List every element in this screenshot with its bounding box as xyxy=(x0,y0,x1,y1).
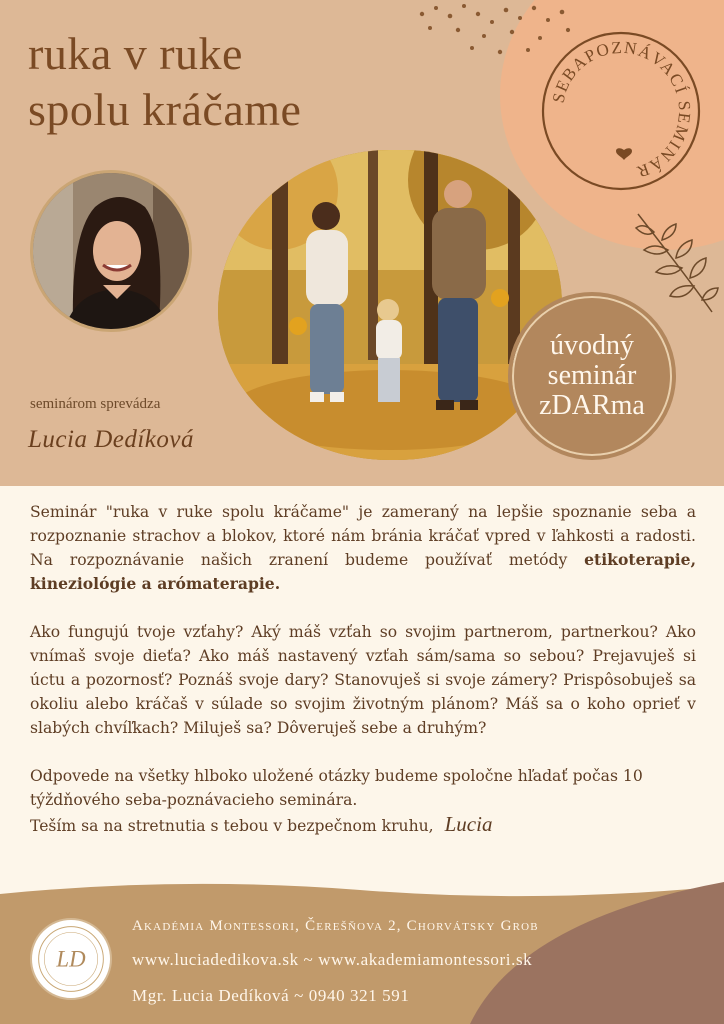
footer-websites[interactable]: www.luciadedikova.sk ~ www.akademiamontessori.sk xyxy=(132,950,533,969)
circle-badge-text: SEBAPOZNÁVACÍ SEMINÁR xyxy=(548,37,695,182)
questions-paragraph: Ako fungujú tvoje vzťahy? Aký máš vzťah so svojim partnerom, partnerkou? Ako vnímaš svoje dieťa? Ako máš nastavený vzťah sám/sama so sebou? Prejavuješ si úctu a pozornosť? Poznáš svoje dary? Stanovuješ si svoje zámery? Prispôsobuješ sa okoliu alebo kráčaš v súlade so svojim životným plánom? Máš sa o koho oprieť v slabých chvíľkach? Miluješ sa? Dôveruješ sebe a druhým? xyxy=(30,623,696,737)
footer-contact: Mgr. Lucia Dedíková ~ 0940 321 591 xyxy=(132,986,410,1005)
leaf-branch-decoration xyxy=(628,208,720,318)
intro-text: Seminár "ruka v ruke spolu kráčame" je zameraný na lepšie spoznanie seba a rozpoznanie strachov a blokov, ktoré nám bránia kráčať vpred v ľahkosti a radosti. Na rozpoznávanie našich zranení budeme používať metódy xyxy=(30,503,696,569)
closing-paragraph xyxy=(30,764,696,838)
closing-line: Teším sa na stretnutia s tebou v bezpečnom kruhu, xyxy=(30,817,434,835)
page-title xyxy=(28,26,301,138)
seminar-circle-badge xyxy=(536,26,706,196)
methods-highlight: etikoterapie, kineziológie a arómaterapie xyxy=(30,550,696,593)
guide-name: Lucia Dedíková xyxy=(28,426,194,453)
free-seminar-badge xyxy=(512,296,672,456)
description-text xyxy=(30,500,696,838)
logo-initials: LD xyxy=(56,946,86,972)
footer-address: Akadémia Montessori, Čerešňova 2, Chorvátsky Grob xyxy=(132,918,539,934)
free-badge-line-3: zDARma xyxy=(539,390,645,421)
intro-end: . xyxy=(274,574,281,593)
logo-badge xyxy=(30,918,112,1000)
title-line-2: spolu kráčame xyxy=(28,84,302,135)
header-section xyxy=(0,0,724,486)
title-line-1: ruka v ruke xyxy=(28,28,243,79)
svg-text:SEBAPOZNÁVACÍ SEMINÁR xyxy=(549,38,695,182)
heart-icon xyxy=(616,148,632,160)
guide-portrait-photo xyxy=(30,170,192,332)
family-walking-photo xyxy=(218,150,562,460)
free-badge-line-2: seminár xyxy=(547,360,637,391)
guide-label: seminárom sprevádza xyxy=(30,396,161,412)
signature: Lucia xyxy=(444,812,493,836)
answers-text: Odpovede na všetky hlboko uložené otázky budeme spoločne hľadať počas 10 týždňového seba-poznávacieho seminára. xyxy=(30,767,643,809)
free-badge-line-1: úvodný xyxy=(550,330,634,361)
intro-paragraph xyxy=(30,500,696,596)
